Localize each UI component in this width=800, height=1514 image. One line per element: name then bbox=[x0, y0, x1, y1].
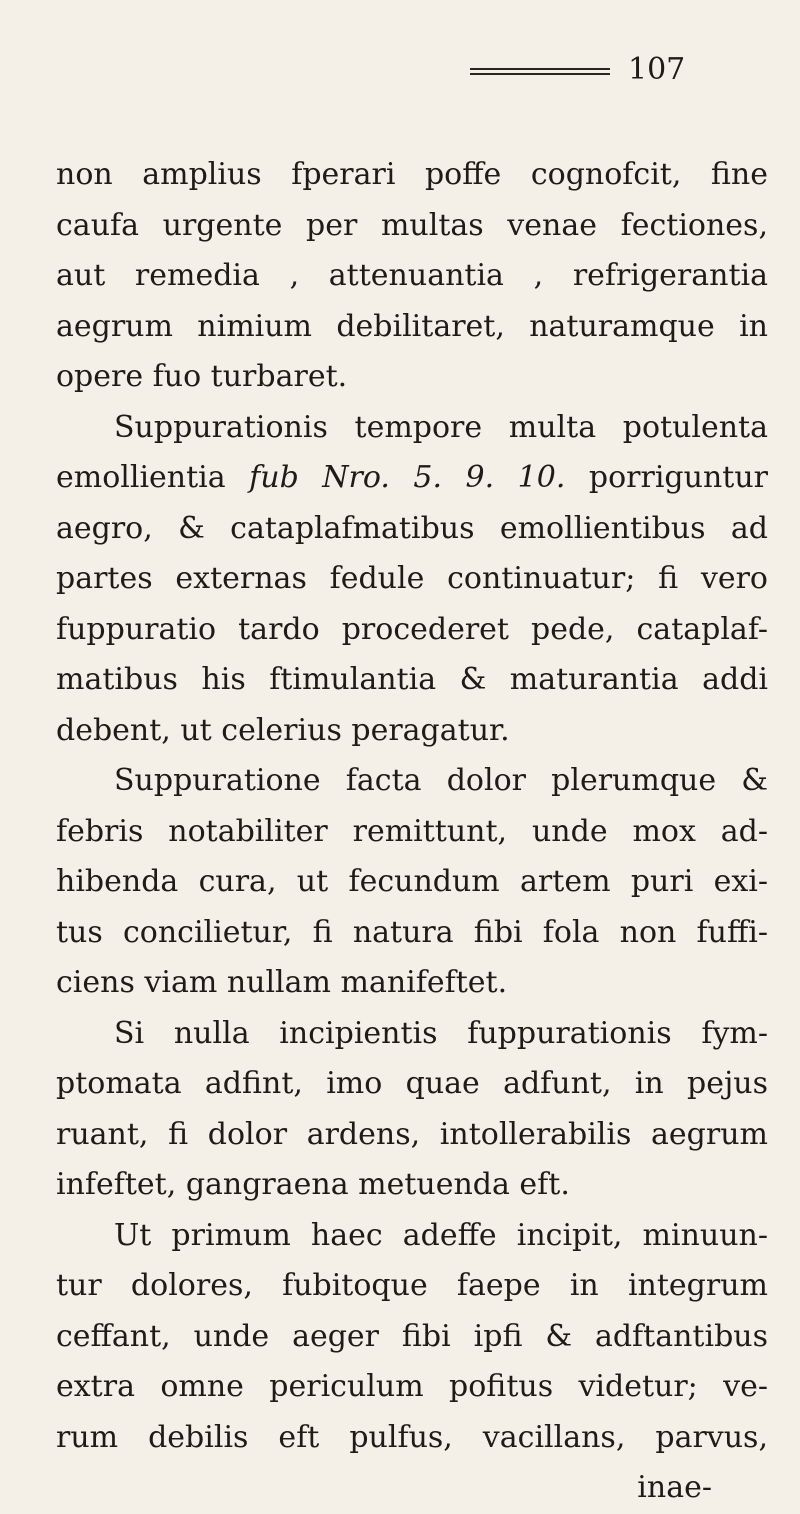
page-number: 107 bbox=[628, 52, 686, 87]
catchword: inae- bbox=[637, 1470, 712, 1505]
text-line: febris notabiliter remittunt, unde mox ad- bbox=[56, 813, 768, 849]
text-line: debent, ut celerius peragatur. bbox=[56, 712, 510, 748]
text-line: ceffant, unde aeger fibi ipfi & adftantibus bbox=[56, 1318, 768, 1354]
line-suffix: porriguntur bbox=[588, 460, 768, 495]
header-ornament bbox=[470, 68, 610, 78]
text-line: matibus his ftimulantia & maturantia addi bbox=[56, 662, 768, 697]
text-line: partes externas fedule continuatur; fi vero bbox=[56, 561, 768, 596]
text-line: non amplius fperari poffe cognofcit, fine bbox=[56, 157, 768, 192]
text-line: opere fuo turbaret. bbox=[56, 359, 348, 394]
text-line: aut remedia , attenuantia , refrigerantia bbox=[56, 258, 768, 293]
text-line: infeftet, gangraena metuenda eft. bbox=[56, 1167, 570, 1202]
paragraph-start: Si nulla incipientis fuppurationis fym- bbox=[114, 1015, 768, 1051]
text-line: fuppuratio tardo procederet pede, cataplaf- bbox=[56, 611, 768, 647]
text-line bbox=[56, 453, 768, 504]
paragraph-start: Ut primum haec adeffe incipit, minuun- bbox=[114, 1217, 768, 1253]
text-line: hibenda cura, ut fecundum artem puri exi- bbox=[56, 864, 768, 899]
text-line: extra omne periculum pofitus videtur; ve- bbox=[56, 1369, 768, 1404]
reference-italic: fub Nro. 5. 9. 10. bbox=[249, 460, 566, 495]
text-line: tur dolores, fubitoque faepe in integrum bbox=[56, 1268, 768, 1303]
text-line: ruant, fi dolor ardens, intollerabilis aegrum bbox=[56, 1116, 768, 1152]
text-line: ptomata adfint, imo quae adfunt, in pejus bbox=[56, 1066, 768, 1101]
line-prefix: emollientia bbox=[56, 460, 250, 495]
text-line: ciens viam nullam manifeftet. bbox=[56, 965, 508, 1000]
text-line: rum debilis eft pulfus, vacillans, parvus, bbox=[56, 1419, 768, 1455]
text-line: aegro, & cataplafmatibus emollientibus ad bbox=[56, 510, 768, 546]
text-line: tus concilietur, fi natura fibi fola non fuffi- bbox=[56, 914, 768, 950]
text-line: aegrum nimium debilitaret, naturamque in bbox=[56, 308, 768, 344]
page-header bbox=[470, 52, 770, 92]
text-line: caufa urgente per multas venae fectiones, bbox=[56, 207, 768, 243]
body-text bbox=[56, 150, 768, 1514]
paragraph-start: Suppurationis tempore multa potulenta bbox=[114, 409, 768, 445]
paragraph-start: Suppuratione facta dolor plerumque & bbox=[114, 763, 768, 798]
